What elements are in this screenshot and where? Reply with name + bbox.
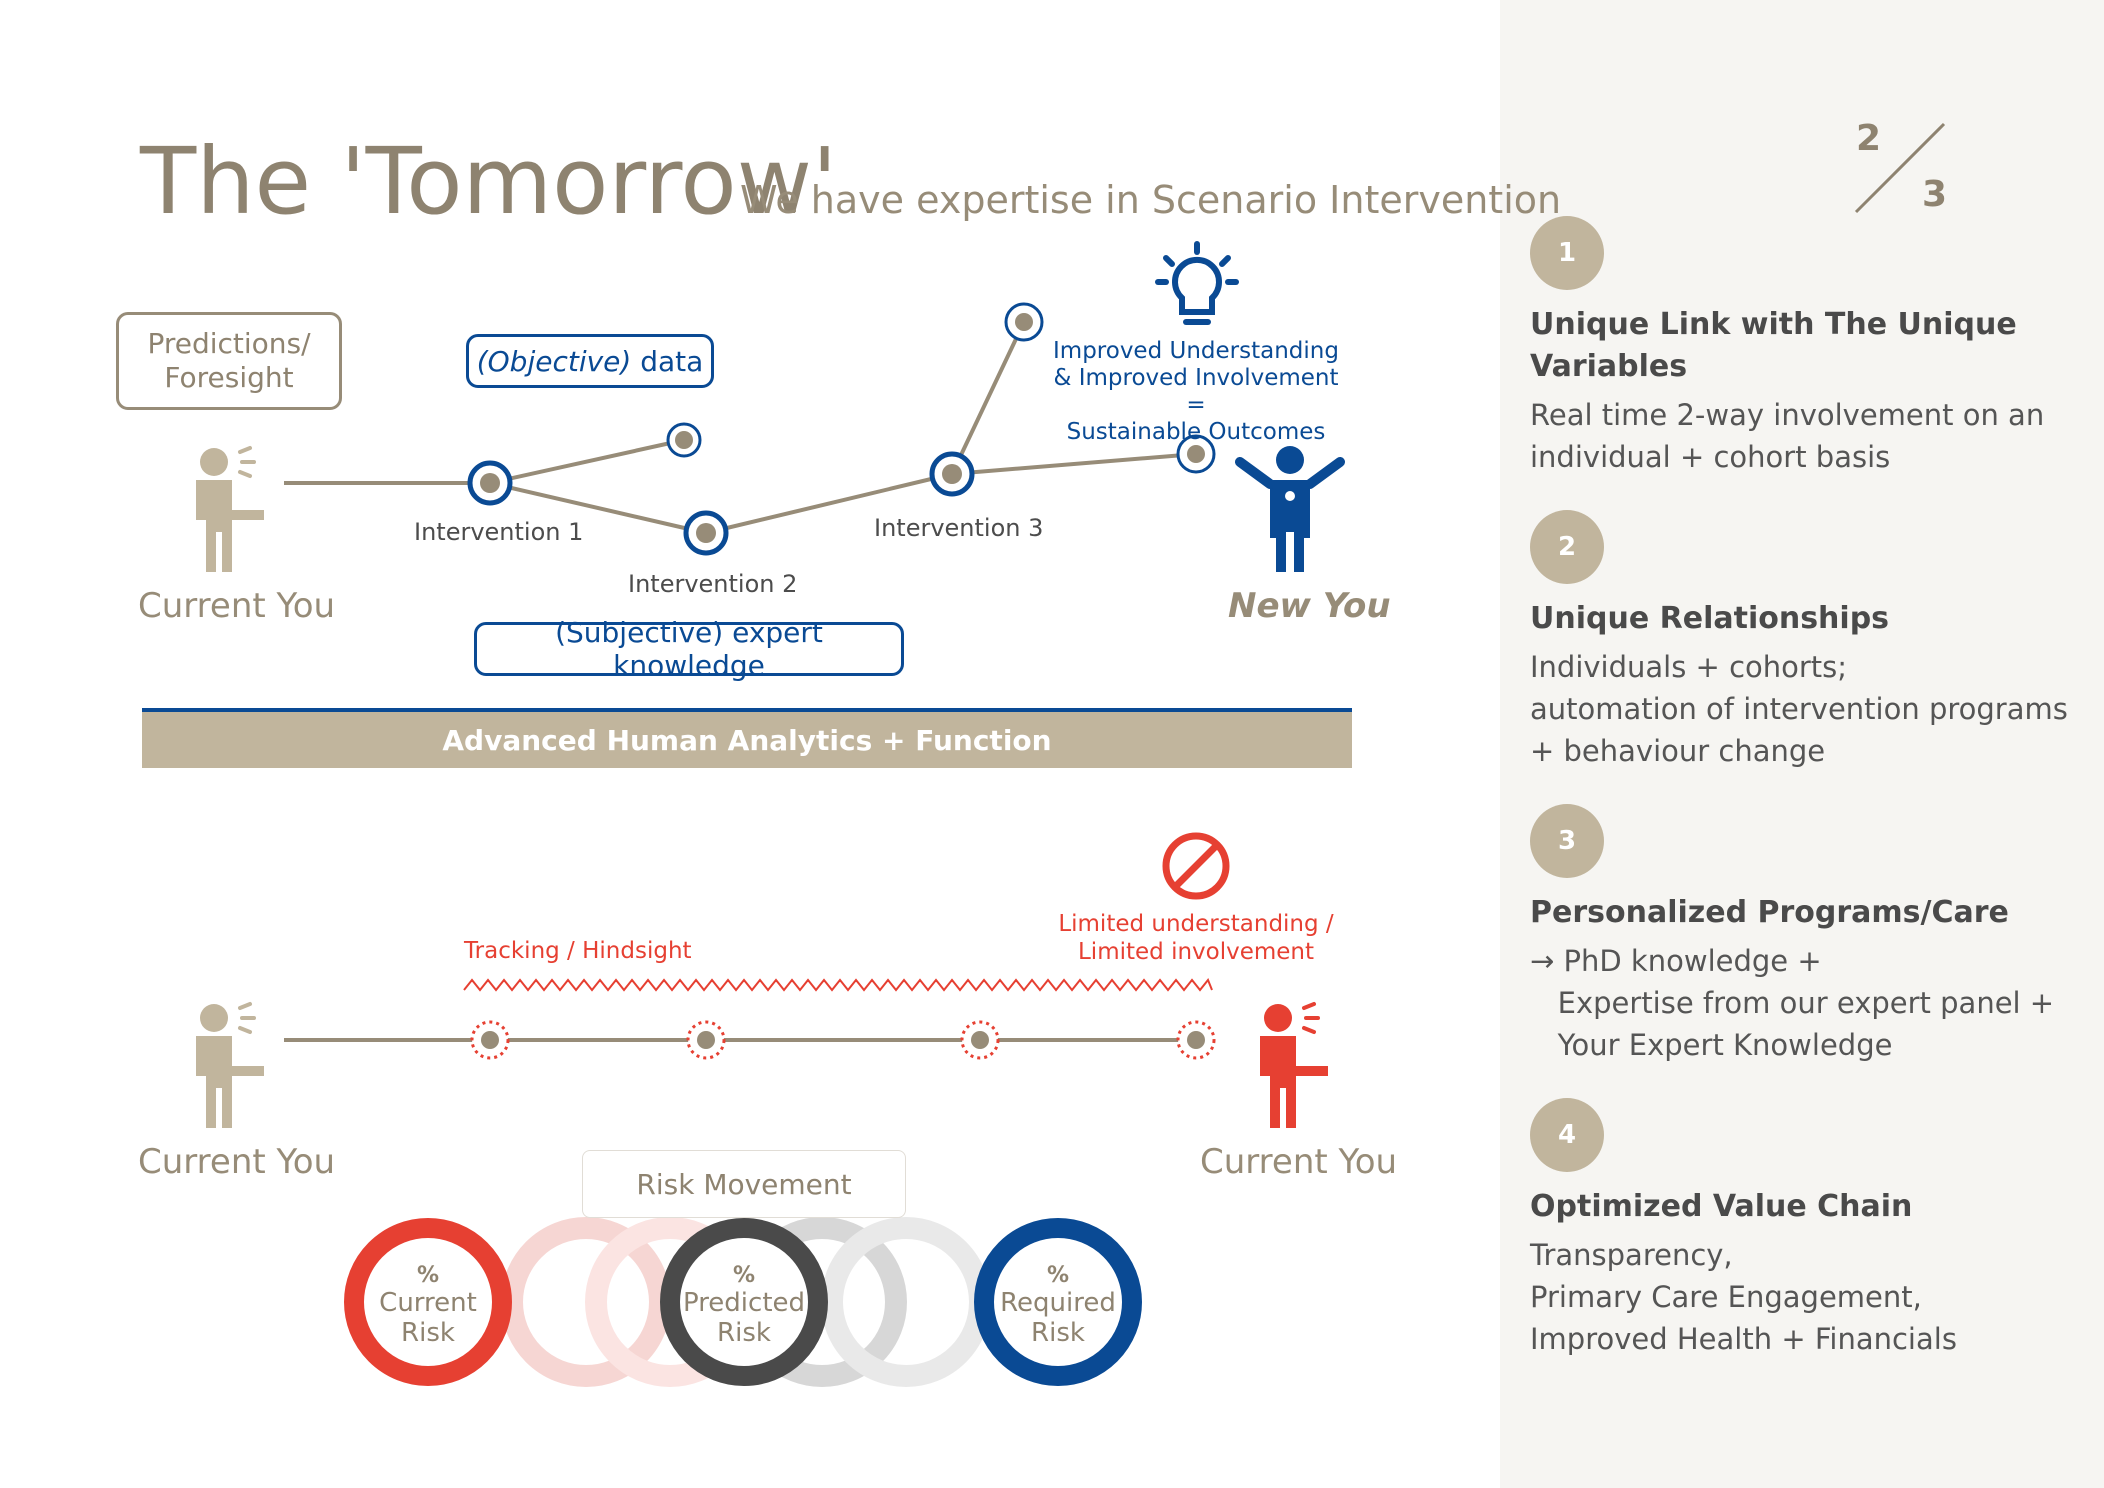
step-title bbox=[1530, 304, 2070, 388]
step-title-line: Unique Relationships bbox=[1530, 601, 1890, 636]
tracking-node bbox=[962, 1022, 998, 1058]
outcome-line: Improved Understanding bbox=[1053, 338, 1339, 364]
predictions-box: Predictions/ Foresight bbox=[116, 312, 342, 410]
person-celebrating-icon bbox=[1240, 446, 1340, 572]
step-3 bbox=[1530, 804, 2070, 1066]
step-body-line: → PhD knowledge + bbox=[1530, 944, 1822, 978]
risk-line: Required bbox=[1000, 1288, 1116, 1318]
intervention-2-node bbox=[686, 513, 726, 553]
step-body bbox=[1530, 646, 2070, 772]
page-current: 2 bbox=[1856, 118, 1882, 159]
step-4 bbox=[1530, 1098, 2070, 1360]
risk-percent: % bbox=[416, 1263, 440, 1288]
step-title bbox=[1530, 892, 2070, 934]
step-body bbox=[1530, 940, 2070, 1066]
person-speaking-icon bbox=[196, 1004, 264, 1128]
page-total: 3 bbox=[1922, 174, 1948, 215]
intervention-1-node bbox=[470, 463, 510, 503]
step-body-line: Individuals + cohorts; bbox=[1530, 650, 1848, 684]
person-speaking-icon bbox=[196, 448, 264, 572]
step-number-badge: 4 bbox=[1530, 1098, 1604, 1172]
page-subtitle: We have expertise in Scenario Intervention bbox=[740, 178, 1562, 222]
intervention-3-node bbox=[932, 454, 972, 494]
lightbulb-icon bbox=[1158, 244, 1236, 322]
current-you-left-label: Current You bbox=[138, 1142, 336, 1182]
intervention-1-label: Intervention 1 bbox=[414, 518, 584, 546]
risk-line: Risk bbox=[401, 1318, 455, 1348]
tracking-node bbox=[472, 1022, 508, 1058]
objective-emph: (Objective) bbox=[476, 344, 632, 378]
step-title-line: Variables bbox=[1530, 349, 1688, 384]
step-body-line: Expertise from our expert panel + bbox=[1530, 986, 2055, 1020]
objective-data-box bbox=[466, 334, 714, 388]
current-you-right-label: Current You bbox=[1200, 1142, 1398, 1182]
risk-movement-label: Risk Movement bbox=[582, 1150, 906, 1218]
predicted-risk-label bbox=[674, 1264, 814, 1348]
step-body-line: individual + cohort basis bbox=[1530, 440, 1891, 474]
risk-line: Risk bbox=[717, 1318, 771, 1348]
step-body-line: automation of intervention programs bbox=[1530, 692, 2068, 726]
step-body-line: Transparency, bbox=[1530, 1238, 1733, 1272]
risk-percent: % bbox=[1046, 1263, 1070, 1288]
zigzag-line bbox=[464, 980, 1212, 990]
step-body bbox=[1530, 394, 2070, 478]
tracking-node bbox=[688, 1022, 724, 1058]
tracking-node bbox=[1178, 1022, 1214, 1058]
risk-line: Current bbox=[379, 1288, 477, 1318]
limited-line: Limited involvement bbox=[1077, 939, 1315, 965]
page-indicator bbox=[1850, 118, 1970, 218]
step-title bbox=[1530, 1186, 2070, 1228]
upper-node bbox=[1006, 304, 1042, 340]
step-body-line: Improved Health + Financials bbox=[1530, 1322, 1957, 1356]
prohibited-icon bbox=[1166, 836, 1226, 896]
step-body-line: Your Expert Knowledge bbox=[1530, 1028, 1893, 1062]
new-you-label: New You bbox=[1228, 586, 1391, 626]
page-title: The 'Tomorrow' bbox=[140, 128, 838, 235]
limited-label bbox=[1046, 910, 1346, 966]
intervention-2-label: Intervention 2 bbox=[628, 570, 798, 598]
tracking-label: Tracking / Hindsight bbox=[464, 938, 692, 964]
objective-rest: data bbox=[631, 344, 704, 378]
outcome-line: & Improved Involvement = bbox=[1053, 365, 1339, 418]
current-you-label: Current You bbox=[138, 586, 336, 626]
subjective-knowledge-box: (Subjective) expert knowledge bbox=[474, 622, 904, 676]
required-risk-label bbox=[988, 1264, 1128, 1348]
step-title-line: Optimized Value Chain bbox=[1530, 1189, 1913, 1224]
step-title-line: Unique Link with The Unique bbox=[1530, 307, 2017, 342]
step-title bbox=[1530, 598, 2070, 640]
step-body-line: Real time 2-way involvement on an bbox=[1530, 398, 2045, 432]
analytics-bar: Advanced Human Analytics + Function bbox=[142, 708, 1352, 768]
step-body bbox=[1530, 1234, 2070, 1360]
step-title-line: Personalized Programs/Care bbox=[1530, 895, 2009, 930]
step-number-badge: 3 bbox=[1530, 804, 1604, 878]
outcome-label bbox=[1046, 338, 1346, 446]
step-number-badge: 1 bbox=[1530, 216, 1604, 290]
step-2 bbox=[1530, 510, 2070, 772]
current-risk-label bbox=[358, 1264, 498, 1348]
step-body-line: + behaviour change bbox=[1530, 734, 1826, 768]
outcome-line: Sustainable Outcomes bbox=[1066, 419, 1326, 445]
risk-line: Predicted bbox=[682, 1288, 806, 1318]
step-body-line: Primary Care Engagement, bbox=[1530, 1280, 1922, 1314]
step-number-badge: 2 bbox=[1530, 510, 1604, 584]
intervention-3-label: Intervention 3 bbox=[874, 514, 1044, 542]
risk-percent: % bbox=[732, 1263, 756, 1288]
risk-line: Risk bbox=[1031, 1318, 1085, 1348]
limited-line: Limited understanding / bbox=[1058, 911, 1334, 937]
objective-node bbox=[668, 424, 700, 456]
step-1 bbox=[1530, 216, 2070, 478]
person-speaking-icon-red bbox=[1260, 1004, 1328, 1128]
